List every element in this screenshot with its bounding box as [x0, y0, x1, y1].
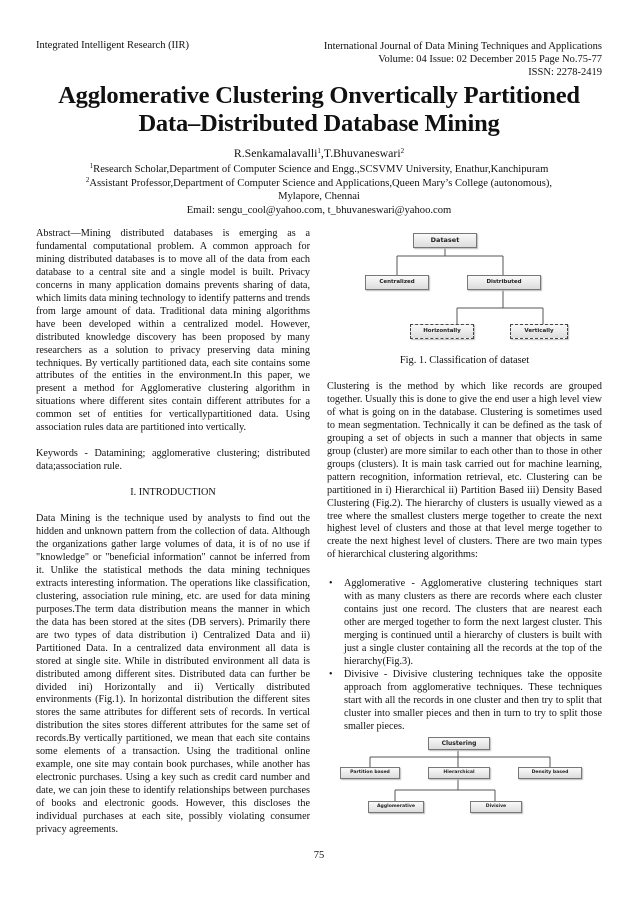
page-number: 75	[313, 850, 325, 861]
fig1-node-centralized: Centralized	[365, 275, 429, 290]
section-heading-introduction: I. INTRODUCTION	[130, 487, 216, 499]
email-line: Email: sengu_cool@yahoo.com, t_bhuvaneswari@yahoo.com	[186, 204, 452, 216]
fig2-node-hierarchical: Hierarchical	[428, 767, 490, 779]
introduction-text: Data Mining is the technique used by analysts to find out the hidden and unknown pattern from the collection of data. Although the organizations gather large volumes of data, it is of no use if "knowledge" or "beneficial information" cannot be inferred from it. Unlike the statistical methods the data mining techniques extracts interesting information. The operations like classification, clustering, association rule mining, etc. are used for data mining purposes.The term data distribution means the manner in which the data has been stored at the sites (DB servers). Primarily there are two types of data distribution i) Centralized Data and ii) Partitioned Data. In a centralized data environment all data is stored at single site. While in distributed environment all data is distributed among different sites. Distributed data can further be divided ini) Horizontally and ii) Vertically distributed environments (Fig.1). In horizontal distribution the different sites stores the same attributes for different sets of records. In vertical distribution the sites stores different attributes for the same set of records.By vertically partitioned, we mean that each site contains some elements of a transaction. Using the traditional online example, one site may contain book purchases, while another has electronic purchases. Using a key such as credit card number and date, we can join these to identify relationships between purchases of books and electronic goods. However, this discloses the individual purchases at each site, possibly violating consumer privacy agreements.	[36, 513, 310, 835]
fig2-node-divisive: Divisive	[470, 801, 522, 813]
fig2-node-clustering: Clustering	[428, 737, 490, 750]
fig2-node-agglomerative: Agglomerative	[368, 801, 424, 813]
affiliation-1-text: Research Scholar,Department of Computer Science and Engg.,SCSVMV University, Enathur,Kanchipuram	[93, 164, 549, 175]
author-1: R.Senkamalavalli	[233, 146, 318, 160]
right-column	[327, 381, 602, 734]
journal-issn: ISSN: 2278-2419	[528, 67, 602, 78]
journal-info	[324, 40, 602, 79]
list-item-divisive: • Divisive - Divisive clustering techniques take the opposite approach from agglomerative techniques. These techniques start with all the records in one cluster and then try to split that cluster into smaller pieces and then in turn to try to split those smaller pieces.	[327, 669, 602, 734]
journal-name: International Journal of Data Mining Techniques and Applications	[323, 41, 602, 52]
hierarchical-types-list	[327, 578, 602, 733]
abstract: Abstract—Mining distributed databases is emerging as a fundamental computational problem. A common approach for mining distributed databases is to move all of the data from each database to a central site and a single model is built. Privacy concerns in many application domains prevents sharing of data, which limits data mining technology to identify patterns and trends from large amount of data. Traditional data mining algorithms have been developed within a centralized model. However, distributed knowledge discovery has been proposed by many researchers as a solution to privacy preserving data mining techniques. By vertically partitioned data, each site contains some attributes of the entities in the environment.In this paper, we present a method for Agglomerative clustering algorithm in situations where different sites contain different attributes for a common set of entities for verticallypartitioned data. Using association rules data are partitioned into vertically.	[36, 228, 310, 434]
author-1-sup: 1	[317, 147, 321, 155]
list-item-agglomerative: • Agglomerative - Agglomerative clustering techniques start with as many clusters as there are records where each cluster contains just one record. The clusters that are nearest each other are merged together to form the next largest cluster. This merging is continued until a hierarchy of clusters is built with just a single cluster containing all the records at the top of the hierarchy(Fig.3).	[327, 578, 602, 669]
affiliation-1	[70, 163, 568, 177]
affiliation-2	[70, 177, 568, 191]
clustering-text: Clustering is the method by which like records are grouped together. Usually this is done to give the end user a high level view of what is going on in the database. Clustering is sometimes used to mean segmentation. Technically it can be defined as the task of grouping a set of objects in such a manner that objects in same group (cluster) are more similar to each other than to those in other groups (clusters). It is main task carried out for machine learning, pattern recognition, information retrieval, etc. Clustering can be partitioned in i) Hierarchical ii) Partition Based iii) Density Based Clustering (Fig.2). The hierarchy of clusters is usually viewed as a tree where the smallest clusters merge together to create the next highest level of clusters and those at that level merge together to create the next highest level of clusters. There are two main types of hierarchical clustering algorithms:	[327, 381, 602, 561]
paper-title	[20, 82, 618, 138]
title-line-1: Agglomerative Clustering Onvertically Partitioned	[58, 82, 580, 109]
author-2-sup: 2	[400, 147, 405, 155]
keywords: Keywords - Datamining; agglomerative clustering; distributed data;association rule.	[36, 448, 310, 473]
fig1-node-vertically: Vertically	[510, 324, 568, 339]
affiliation-1-sup: 1	[89, 162, 94, 170]
figure-2-clustering-tree	[340, 735, 600, 815]
author-2: T.Bhuvaneswari	[323, 146, 401, 160]
affiliation-2-cont: Mylapore, Chennai	[278, 191, 360, 202]
affiliation-2-sup: 2	[85, 175, 90, 184]
journal-volume: Volume: 04 Issue: 02 December 2015 Page No.75-77	[378, 54, 602, 65]
left-column	[36, 228, 310, 837]
title-line-2: Data–Distributed Database Mining	[138, 110, 500, 137]
figure-1-caption: Fig. 1. Classification of dataset	[399, 355, 530, 366]
journal-publisher: Integrated Intelligent Research (IIR)	[36, 40, 190, 51]
author-list	[20, 146, 618, 161]
affiliation-2-text: Assistant Professor,Department of Computer Science and Applications,Queen Mary’s College (autonomous),	[89, 177, 553, 189]
fig2-node-partition-based: Partition based	[340, 767, 400, 779]
affiliations	[70, 163, 568, 217]
fig2-node-density-based: Density based	[518, 767, 582, 779]
figure-1-classification-tree	[360, 228, 570, 348]
fig1-node-dataset: Dataset	[413, 233, 477, 248]
author-separator: ,	[320, 146, 324, 160]
fig1-node-horizontally: Horizontally	[410, 324, 474, 339]
fig1-node-distributed: Distributed	[467, 275, 541, 290]
